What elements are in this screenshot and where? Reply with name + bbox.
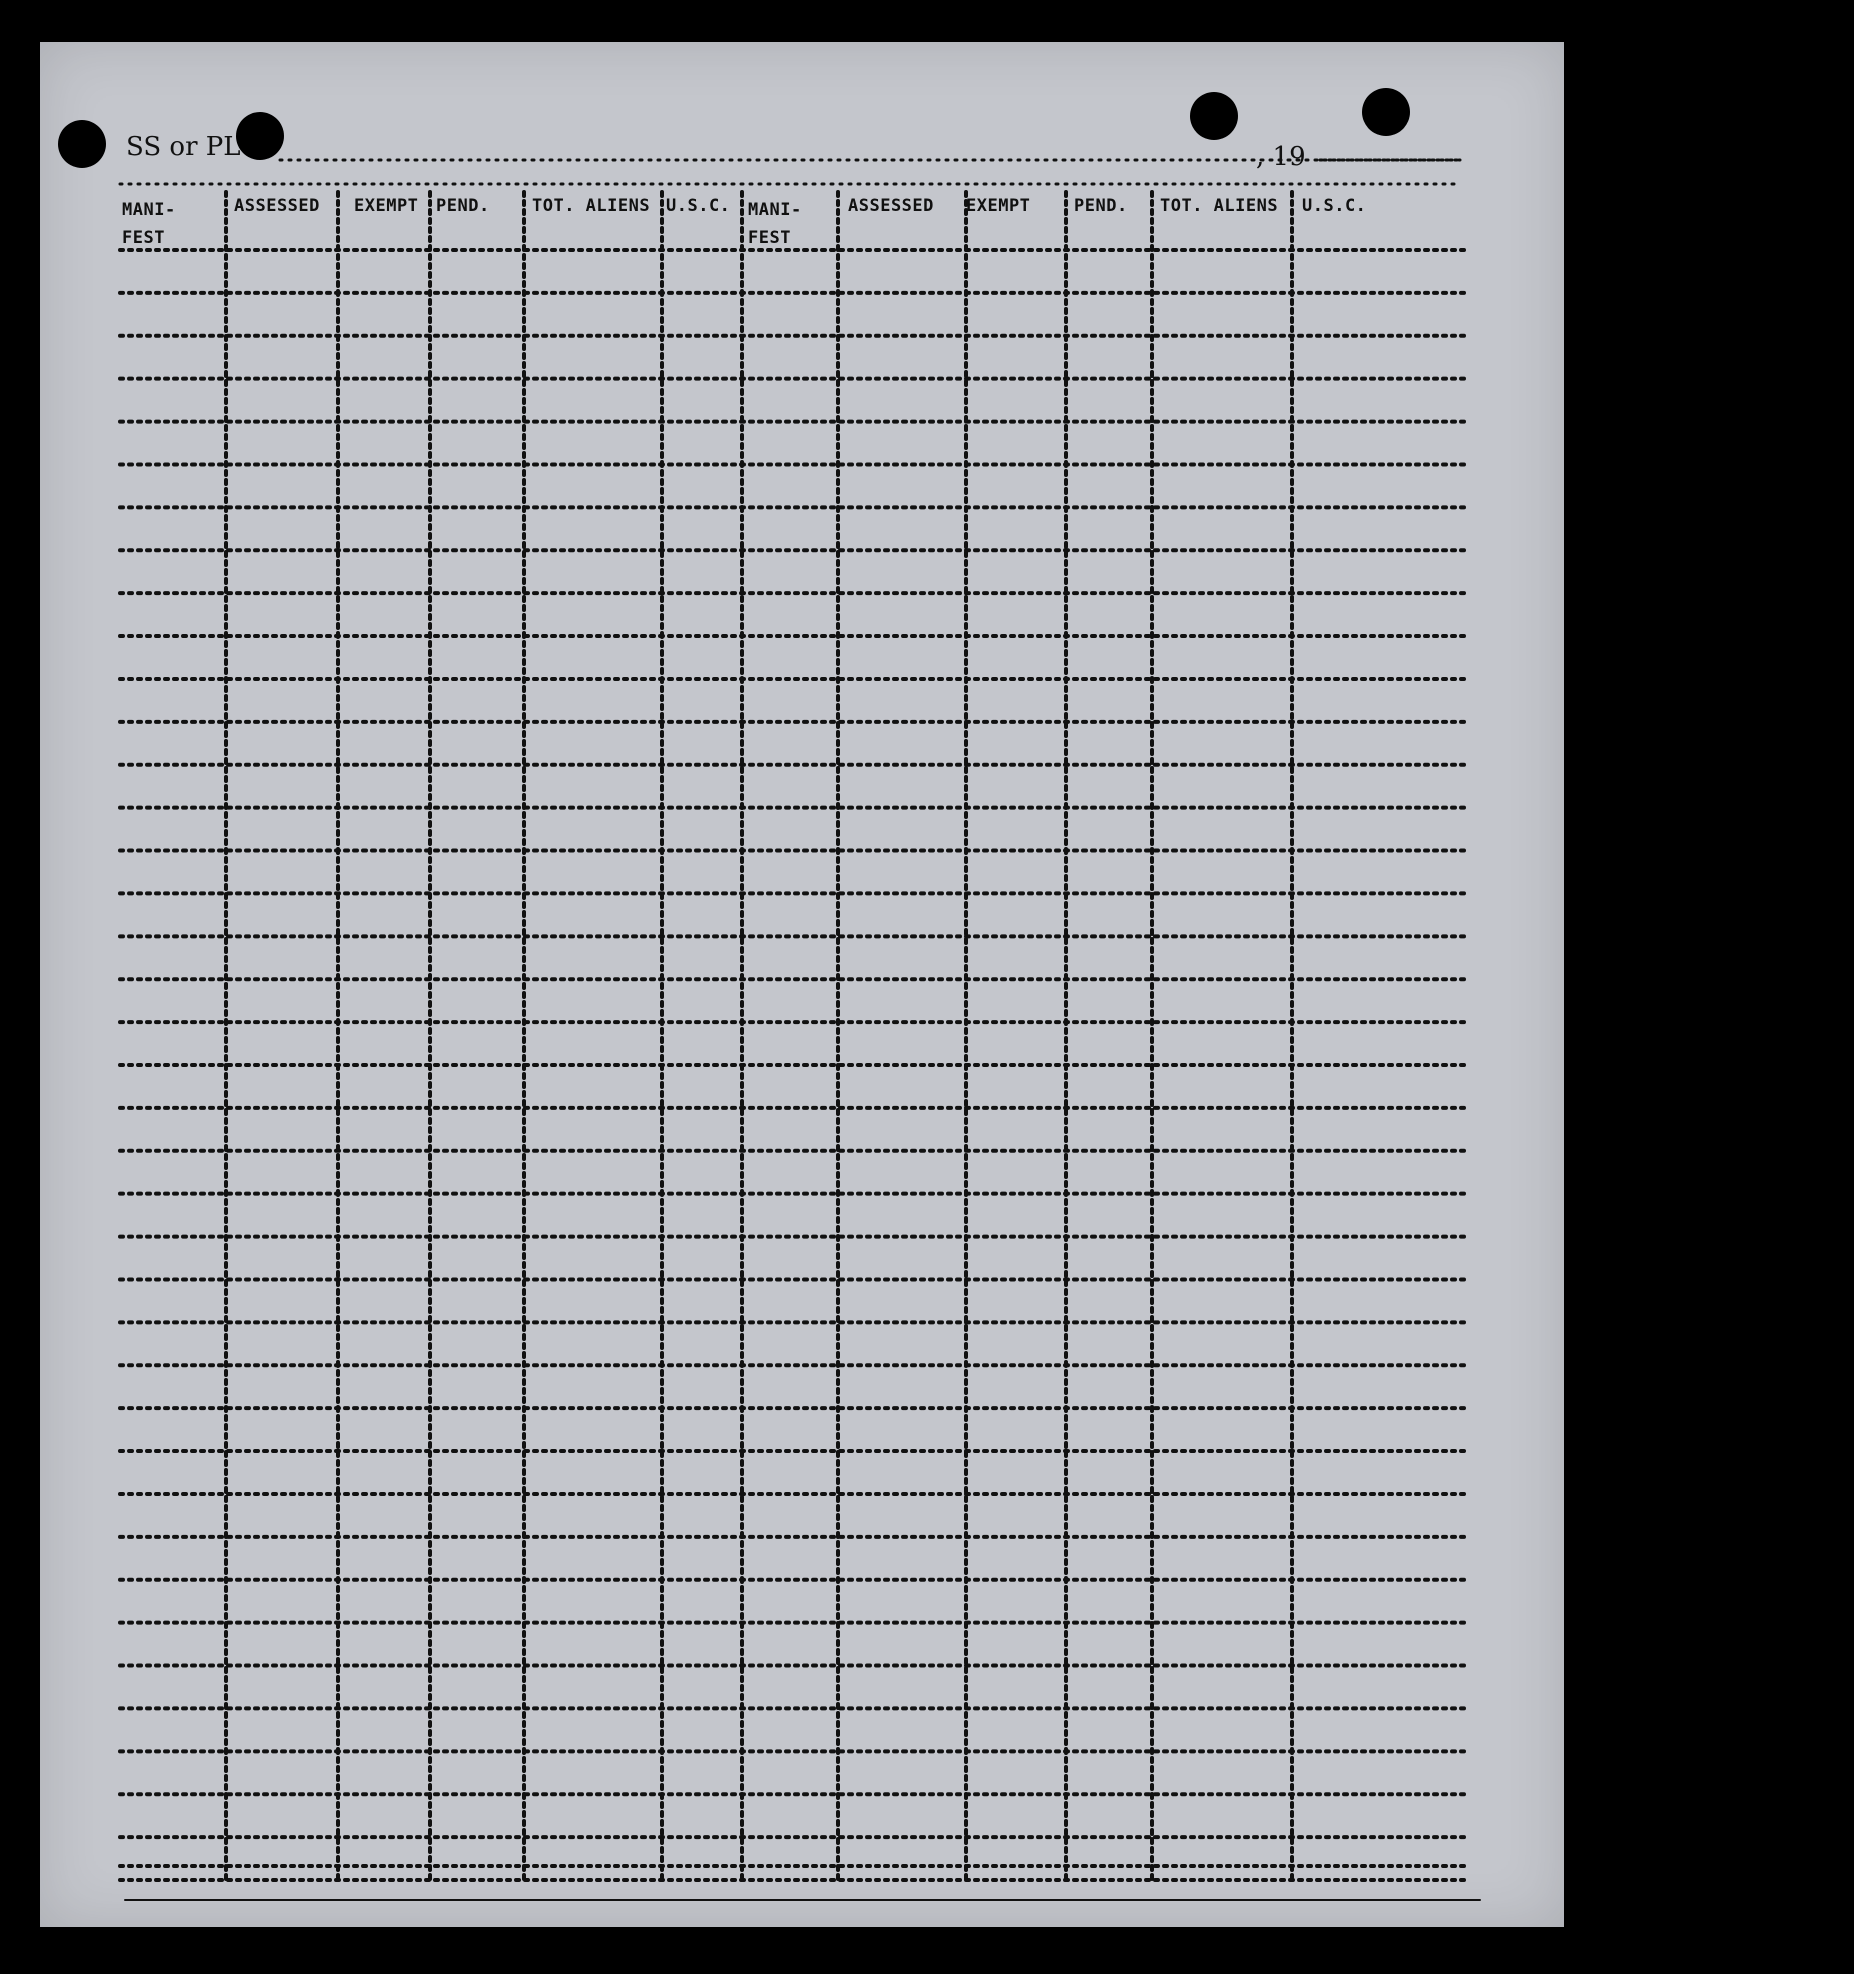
- col-header-usc-1: U.S.C.: [666, 196, 731, 216]
- col-header-assessed-1: ASSESSED: [234, 196, 320, 216]
- col-header-tot-aliens-2: TOT. ALIENS: [1160, 196, 1279, 216]
- col-header-exempt-2: EXEMPT: [966, 196, 1031, 216]
- col-header-usc-2: U.S.C.: [1302, 196, 1367, 216]
- col-header-manifest-1: MANI- FEST: [122, 200, 176, 248]
- col-header-pend-2: PEND.: [1074, 196, 1128, 216]
- col-header-assessed-2: ASSESSED: [848, 196, 934, 216]
- col-header-manifest-2: MANI- FEST: [748, 200, 802, 248]
- col-header-tot-aliens-1: TOT. ALIENS: [532, 196, 651, 216]
- year-label: , 19: [1256, 142, 1306, 172]
- ship-label: SS or PL: [126, 132, 241, 162]
- col-header-exempt-1: EXEMPT: [354, 196, 419, 216]
- col-header-pend-1: PEND.: [436, 196, 490, 216]
